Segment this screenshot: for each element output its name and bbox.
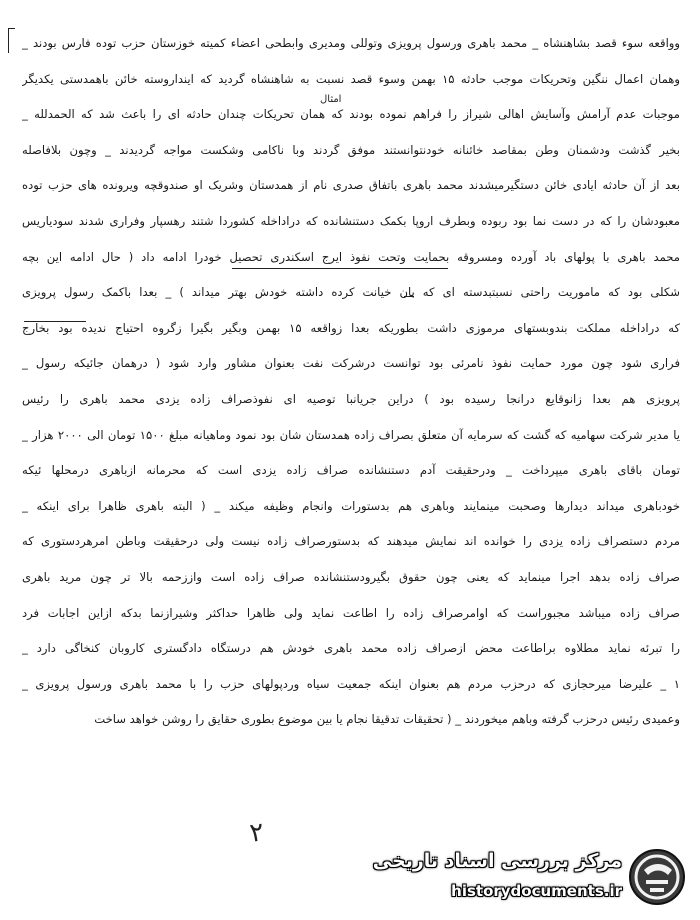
- text-line: وهمان اعمال ننگین وتحریکات موجب حادثه ۱۵ بهمن وسوء قصد نسبت به شاهنشاه گردید که اینداروسته خائن باهمدستی یکدیگر: [22, 71, 680, 86]
- text-line: پرویزی هم بعدا زانوقایع درانجا رسیده بود ) دراین جریانبا توصیه ای نفوذصراف زاده یزدی محمد باهری را رئیس: [22, 391, 680, 406]
- text-line: تومان باقای باهری میپرداخت _ ودرحقیقت آدم دستنشانده صراف زاده یزدی است که محرمانه ازباهری درمحلها ئیکه: [22, 463, 680, 478]
- archive-logo-icon: [628, 848, 686, 906]
- text-line: معبودشان را که در دست نما بود ربوده وبطرف اروپا بکمک دستنشانده که دراداخله کشوردا شتند رهسپار وفراری شدند سودیاریس: [22, 213, 680, 228]
- text-line: محمد باهری با پولهای باد آورده ومسروقه بحمایت وتحت نفوذ ایرج اسکندری تحصیل خودرا ادامه داد ( حال ادامه این بچه: [22, 249, 680, 264]
- text-line: بخیر گذشت ودشمنان وطن بمقاصد خائنانه خودنتوانستند موفق گردند وبا ناکامی وشکست مواجه گردیدند _ وچون بلافاصله: [22, 142, 680, 157]
- text-line: وواقعه سوء قصد بشاهنشاه _ محمد باهری ورسول پرویزی وتوللی ومدیری وابطحی اعضاء کمیته خوزستان حزب توده فارس بودند _: [22, 36, 680, 50]
- archive-watermark: [372, 846, 686, 910]
- text-line: وعمیدی رئیس درحزب گرفته وباهم میخوردند _ ( تحقیقات تدقیقا نجام یا بین موضوع بطوری حقایق را روشن خواهد ساخت: [94, 712, 680, 727]
- text-line: صراف زاده میباشد مجبوراست که اوامرصراف زاده را اطاعت نماید ولی ظاهرا حداکثر وشیرازنما بدکه ازاین اجابات فرد: [22, 605, 680, 620]
- handwritten-underline: [404, 296, 414, 297]
- document-body: [22, 26, 680, 738]
- handwritten-underline: [232, 268, 448, 269]
- text-line: صراف زاده بدهد اجرا مینماید که یعنی چون حقوق بگیرودستنشانده صراف زاده است واززحمه بالا تر چون مرید باهری: [22, 569, 680, 584]
- text-line: که دراداخله مملکت بندوبستهای مرموزی داشت بطوریکه بعدا زواقعه ۱۵ بهمن وبگیر بگیرا زگروه احتیاج ندیده بود بخارج: [22, 320, 680, 335]
- text-line: یا مدیر شرکت سهامیه که گشت که سرمایه آن متعلق بصراف زاده همدستان شان بود نمود وماهیانه مبلغ ۱۵۰۰ تومان الی ۲۰۰۰ هزار _: [22, 427, 680, 442]
- page-number: ۲: [247, 817, 266, 849]
- text-line: فراری شود چون مورد حمایت نفوذ نامرئی بود توانست درشرکت نفت بعنوان مشاور وارد شود ( درهمان جائیکه رسول _: [22, 356, 680, 371]
- interlinear-handwritten-note: امثال: [320, 94, 342, 105]
- handwritten-underline: [24, 321, 86, 322]
- margin-bracket-mark: [8, 28, 15, 53]
- text-line: ۱ _ علیرضا میرحجازی که درحزب مردم هم بعنوان اینکه جمعیت سیاه وردپولهای حزب را با محمد باهری ورسول پرویزی _: [22, 676, 680, 691]
- watermark-title: مرکز بررسی اسناد تاریخی: [372, 850, 622, 872]
- text-line: مردم دستصراف زاده یزدی را خوانده اند نمایش میدهند که بدستورصراف زاده نیست ولی درحقیقت وباطن امرهردستوری که: [22, 534, 680, 549]
- text-line: بعد از آن حادثه ایادی خائن دستگیرمیشدند محمد باهری باتفاق صدری نام از همدستان وشریک او صندوقچه ویرونده های حزب توده: [22, 178, 680, 193]
- text-line: خودباهری میداند دیدارها وصحبت مینمایند وباهری هم بدستورات وانجام وظیفه میکند _ ( البته باهری ظاهرا برای اینکه _: [22, 498, 680, 513]
- text-line: را تبرئه نماید مطلاوه براطاعت محض ازصراف زاده محمد باهری خودش هم درستگاه دادگستری کاروبان کنخاگی دارد _: [22, 641, 680, 656]
- watermark-url: historydocuments.ir: [451, 882, 622, 900]
- text-line: شکلی بود که ماموریت راحتی نسبتبدسته ای که بان خیانت کرده داشته خودش بهتر میداند ) _ بعدا باکمک رسول پرویزی: [22, 285, 680, 300]
- text-line: موجبات عدم آرامش وآسایش اهالی شیراز را فراهم نموده بودند که همان تحریکات چندان حادثه ای را باعث شد که الحمدلله _: [22, 107, 680, 122]
